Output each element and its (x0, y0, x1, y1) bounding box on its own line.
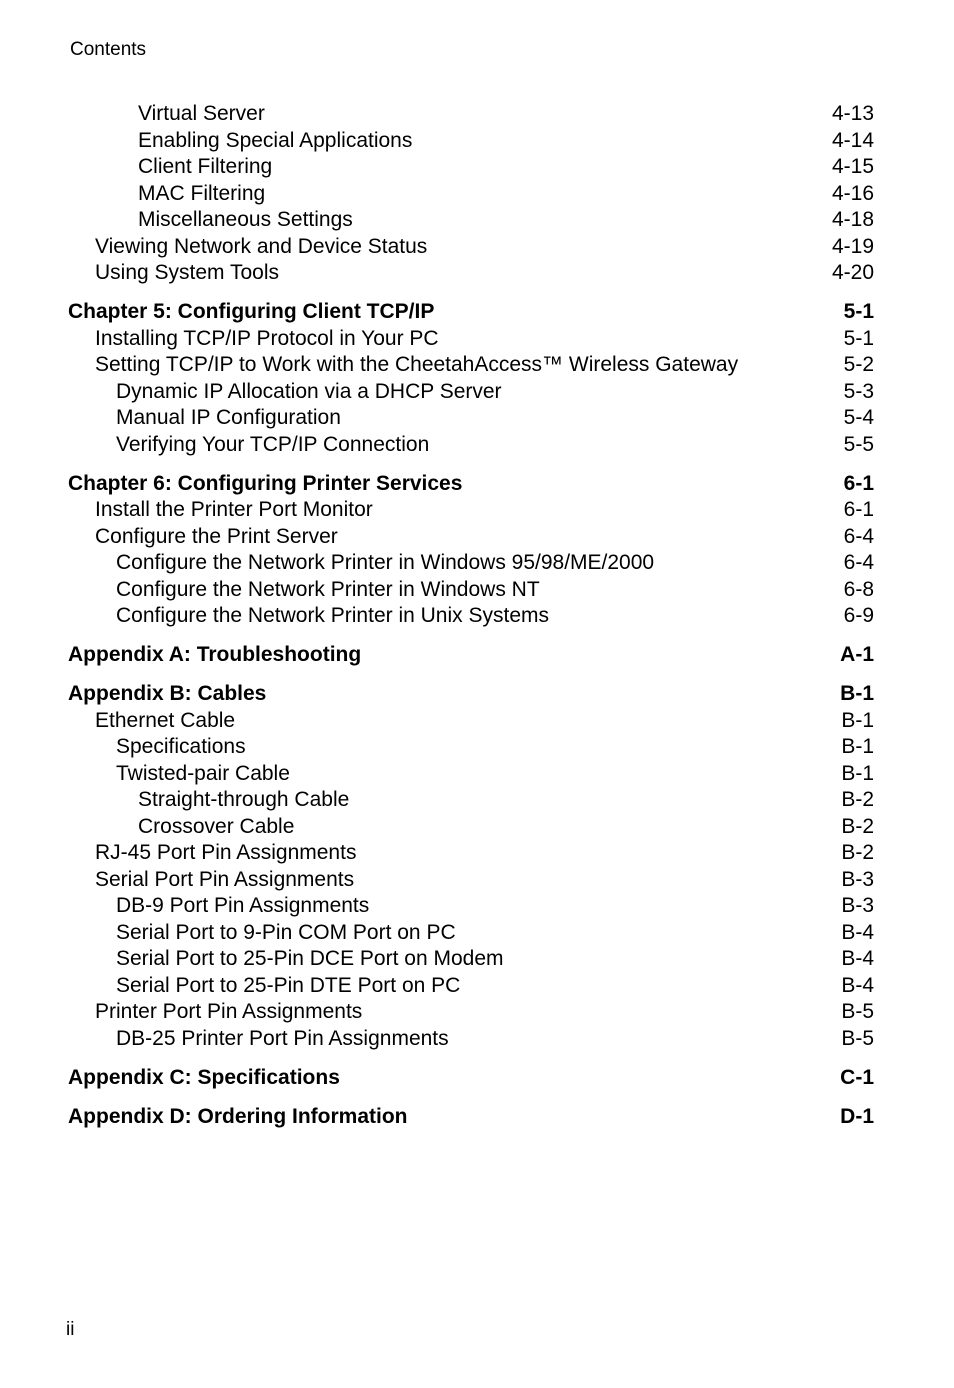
toc-entry-page: 5-1 (843, 300, 874, 323)
toc-entry[interactable] (68, 207, 874, 234)
toc-entry-title: Configure the Network Printer in Unix Systems (116, 604, 549, 627)
toc-entry-title: Twisted-pair Cable (116, 761, 290, 785)
toc-entry-title: Specifications (116, 735, 246, 758)
toc-chapter-entry[interactable] (68, 1104, 874, 1131)
toc-entry[interactable] (68, 234, 874, 261)
toc-entry-title: DB-9 Port Pin Assignments (116, 894, 370, 917)
toc-entry[interactable] (68, 577, 874, 604)
toc-entry[interactable] (68, 734, 874, 761)
toc-entry-page: B-3 (841, 867, 874, 891)
toc-entry-page: B-2 (841, 788, 874, 811)
toc-entry-page: B-1 (840, 682, 874, 705)
toc-entry-page: 4-16 (831, 181, 874, 205)
toc-entry[interactable] (68, 761, 874, 788)
toc-entry-title: DB-25 Printer Port Pin Assignments (116, 1026, 449, 1050)
toc-entry-title: Viewing Network and Device Status (95, 234, 428, 258)
toc-entry[interactable] (68, 405, 874, 432)
toc-entry-title: Straight-through Cable (138, 788, 350, 811)
toc-entry-title: Client Filtering (138, 155, 273, 178)
toc-entry-title: Ethernet Cable (95, 708, 236, 732)
toc-entry-title: Manual IP Configuration (116, 406, 341, 429)
toc-entry-title: Enabling Special Applications (138, 128, 413, 152)
toc-entry-page: A-1 (840, 643, 874, 666)
toc-entry[interactable] (68, 432, 874, 459)
table-of-contents (68, 101, 874, 1130)
toc-chapter-entry[interactable] (68, 1065, 874, 1092)
toc-entry-title: Serial Port to 25-Pin DTE Port on PC (116, 973, 461, 997)
toc-entry-title: RJ-45 Port Pin Assignments (95, 841, 357, 864)
toc-entry-title: Serial Port Pin Assignments (95, 867, 355, 891)
toc-entry-page: 5-4 (843, 406, 874, 429)
toc-entry[interactable] (68, 999, 874, 1026)
toc-entry-title: Crossover Cable (138, 814, 295, 838)
toc-entry[interactable] (68, 946, 874, 973)
toc-entry-title: Printer Port Pin Assignments (95, 1000, 363, 1023)
toc-chapter-entry[interactable] (68, 471, 874, 498)
toc-entry-title: Setting TCP/IP to Work with the CheetahAccess™ Wireless Gateway (95, 353, 739, 376)
toc-entry-title: Appendix A: Troubleshooting (68, 643, 362, 666)
toc-entry-page: 5-2 (843, 353, 874, 376)
toc-entry-page: 4-19 (831, 234, 874, 258)
toc-entry-page: 4-18 (831, 208, 874, 231)
toc-entry[interactable] (68, 101, 874, 128)
toc-entry[interactable] (68, 524, 874, 551)
toc-entry[interactable] (68, 154, 874, 181)
toc-entry-page: B-3 (841, 894, 874, 917)
toc-entry-page: 4-20 (831, 261, 874, 284)
toc-entry[interactable] (68, 379, 874, 406)
toc-entry[interactable] (68, 326, 874, 353)
toc-entry[interactable] (68, 1026, 874, 1053)
page-number: ii (66, 1319, 75, 1340)
toc-entry-page: B-4 (841, 947, 874, 970)
toc-entry-page: C-1 (840, 1065, 874, 1089)
toc-entry-title: Install the Printer Port Monitor (95, 498, 373, 521)
toc-entry-page: 6-8 (843, 577, 874, 601)
toc-chapter-entry[interactable] (68, 642, 874, 669)
toc-entry-page: B-5 (841, 1000, 874, 1023)
toc-entry-page: B-1 (841, 761, 874, 785)
toc-entry-page: 5-3 (843, 379, 874, 403)
toc-entry-title: Using System Tools (95, 261, 280, 284)
toc-entry-title: Serial Port to 9-Pin COM Port on PC (116, 920, 456, 944)
toc-entry[interactable] (68, 920, 874, 947)
toc-entry[interactable] (68, 867, 874, 894)
toc-entry-title: Appendix D: Ordering Information (68, 1104, 408, 1128)
toc-entry-page: B-1 (841, 708, 874, 732)
toc-entry-page: 6-1 (843, 498, 874, 521)
toc-entry-page: B-4 (841, 973, 874, 997)
toc-entry[interactable] (68, 352, 874, 379)
toc-chapter-entry[interactable] (68, 299, 874, 326)
toc-entry-page: 4-15 (831, 155, 874, 178)
toc-entry-page: 6-9 (843, 604, 874, 627)
toc-entry-title: Configure the Network Printer in Windows NT (116, 577, 540, 601)
toc-entry[interactable] (68, 260, 874, 287)
toc-entry-page: B-2 (841, 841, 874, 864)
toc-entry-page: 6-4 (843, 551, 874, 574)
toc-entry-title: Appendix C: Specifications (68, 1065, 340, 1089)
toc-entry-title: MAC Filtering (138, 181, 266, 205)
toc-entry-title: Appendix B: Cables (68, 682, 267, 705)
toc-entry-page: B-1 (841, 735, 874, 758)
toc-entry-page: 5-1 (843, 326, 874, 350)
toc-entry[interactable] (68, 973, 874, 1000)
toc-entry[interactable] (68, 787, 874, 814)
toc-entry-title: Virtual Server (138, 102, 265, 125)
toc-entry-title: Chapter 5: Configuring Client TCP/IP (68, 300, 435, 323)
toc-entry-page: B-2 (841, 814, 874, 838)
toc-entry-title: Dynamic IP Allocation via a DHCP Server (116, 379, 502, 403)
toc-entry[interactable] (68, 840, 874, 867)
toc-entry-page: B-5 (841, 1026, 874, 1050)
toc-entry-title: Configure the Network Printer in Windows 95/98/ME/2000 (116, 551, 655, 574)
toc-entry-page: B-4 (841, 920, 874, 944)
toc-entry[interactable] (68, 603, 874, 630)
toc-entry-page: 6-1 (843, 471, 874, 495)
toc-entry[interactable] (68, 708, 874, 735)
toc-entry-title: Verifying Your TCP/IP Connection (116, 432, 430, 456)
toc-entry-page: 4-14 (831, 128, 874, 152)
toc-entry[interactable] (68, 128, 874, 155)
toc-entry[interactable] (68, 550, 874, 577)
toc-entry-title: Chapter 6: Configuring Printer Services (68, 471, 463, 495)
toc-entry-page: 6-4 (843, 524, 874, 548)
toc-entry-page: 4-13 (831, 102, 874, 125)
toc-entry-title: Miscellaneous Settings (138, 208, 353, 231)
toc-entry-page: D-1 (840, 1104, 874, 1128)
toc-entry-title: Installing TCP/IP Protocol in Your PC (95, 326, 439, 350)
toc-entry[interactable] (68, 893, 874, 920)
toc-entry[interactable] (68, 497, 874, 524)
toc-chapter-entry[interactable] (68, 681, 874, 708)
toc-entry[interactable] (68, 181, 874, 208)
toc-entry-title: Configure the Print Server (95, 524, 338, 548)
running-header: Contents (70, 39, 147, 60)
toc-entry-page: 5-5 (843, 432, 874, 456)
toc-entry[interactable] (68, 814, 874, 841)
toc-entry-title: Serial Port to 25-Pin DCE Port on Modem (116, 947, 504, 970)
